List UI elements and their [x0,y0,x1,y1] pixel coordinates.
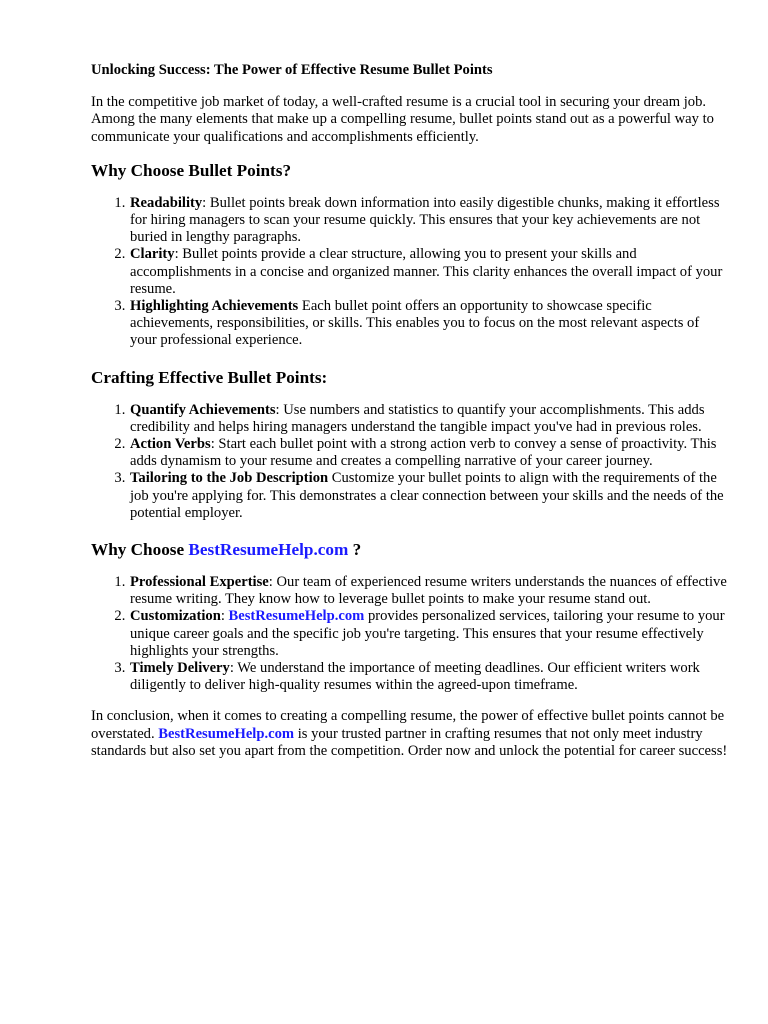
document-title: Unlocking Success: The Power of Effective Resume Bullet Points [91,62,493,78]
item-text: provides personalized services, tailoring your resume to your unique career goals and the specific job you're targeting. This ensures that your resume effectively highlights your strengths. [130,608,725,659]
item-text: Start each bullet point with a strong action verb to convey a sense of proactivity. This adds dynamism to your resume and creates a compelling narrative of your career journey. [130,436,717,470]
list-item [129,402,728,436]
item-separator: : [202,194,207,211]
conclusion-after: is your trusted partner in crafting resumes that not only meet industry standards but also set you apart from the competition. Order now and unlock the potential for career success! [91,725,728,759]
item-term: Highlighting Achievements [130,298,299,315]
item-separator: : [275,401,280,418]
item-term: Quantify Achievements [130,401,276,418]
item-text: Customize your bullet points to align with the requirements of the job you're applying for. This demonstrates a clear connection between your skills and the needs of the potential employer. [130,470,724,521]
list-item [129,246,728,298]
crafting-bullet-points-list [91,402,728,522]
why-bullet-points-list [91,195,728,350]
conclusion-paragraph [91,708,728,760]
item-text: Bullet points provide a clear structure, allowing you to present your skills and accomplishments in a concise and organized manner. This clarity enhances the overall impact of your resume. [130,246,723,297]
item-term: Action Verbs [130,436,211,453]
item-term: Professional Expertise [130,574,269,591]
why-choose-list [91,574,728,694]
heading-suffix: ? [348,540,362,560]
intro-paragraph: In the competitive job market of today, a well-crafted resume is a crucial tool in securing your dream job. Among the many elements that make up a compelling resume, bullet points stand out as a powerful way to communicate your qualifications and accomplishments efficiently. [91,94,714,145]
list-item [129,608,728,660]
inline-link-bestresumehelp[interactable]: BestResumeHelp.com [228,608,365,625]
heading-link-bestresumehelp[interactable]: BestResumeHelp.com [188,540,349,560]
list-item [129,660,728,694]
item-text: Use numbers and statistics to quantify your accomplishments. This adds credibility and helps hiring managers understand the tangible impact you've had in previous roles. [130,401,705,435]
item-text: Bullet points break down information into easily digestible chunks, making it effortless for hiring managers to scan your resume quickly. This ensures that your key achievements are not buried in lengthy paragraphs. [130,194,720,246]
section-heading-why-bullet-points: Why Choose Bullet Points? [91,160,292,180]
item-separator: : [210,436,215,453]
item-text: We understand the importance of meeting deadlines. Our efficient writers work diligently to deliver high-quality resumes within the agreed-upon timeframe. [130,660,700,694]
item-separator: : [220,608,229,625]
list-item [129,574,728,608]
item-text: Each bullet point offers an opportunity to showcase specific achievements, responsibilities, or skills. This enables you to focus on the most relevant aspects of your professional experience. [130,298,700,349]
item-text: Our team of experienced resume writers understands the nuances of effective resume writing. They know how to leverage bullet points to make your resume stand out. [130,574,727,608]
item-term: Readability [130,194,203,211]
list-item [129,436,728,470]
item-term: Clarity [130,246,175,263]
section-heading-why-choose [91,540,728,560]
list-item [129,298,728,350]
list-item [129,195,728,247]
item-term: Timely Delivery [130,660,230,677]
conclusion-link-bestresumehelp[interactable]: BestResumeHelp.com [158,725,295,742]
item-separator: : [229,660,234,677]
item-separator: : [268,574,273,591]
heading-prefix: Why Choose [91,540,189,560]
item-term: Customization [130,608,221,625]
section-heading-crafting: Crafting Effective Bullet Points: [91,367,328,387]
item-term: Tailoring to the Job Description [130,470,329,487]
item-separator: : [174,246,179,263]
conclusion-before: In conclusion, when it comes to creating a compelling resume, the power of effective bullet points cannot be overstated. [91,708,725,742]
list-item [129,470,728,522]
